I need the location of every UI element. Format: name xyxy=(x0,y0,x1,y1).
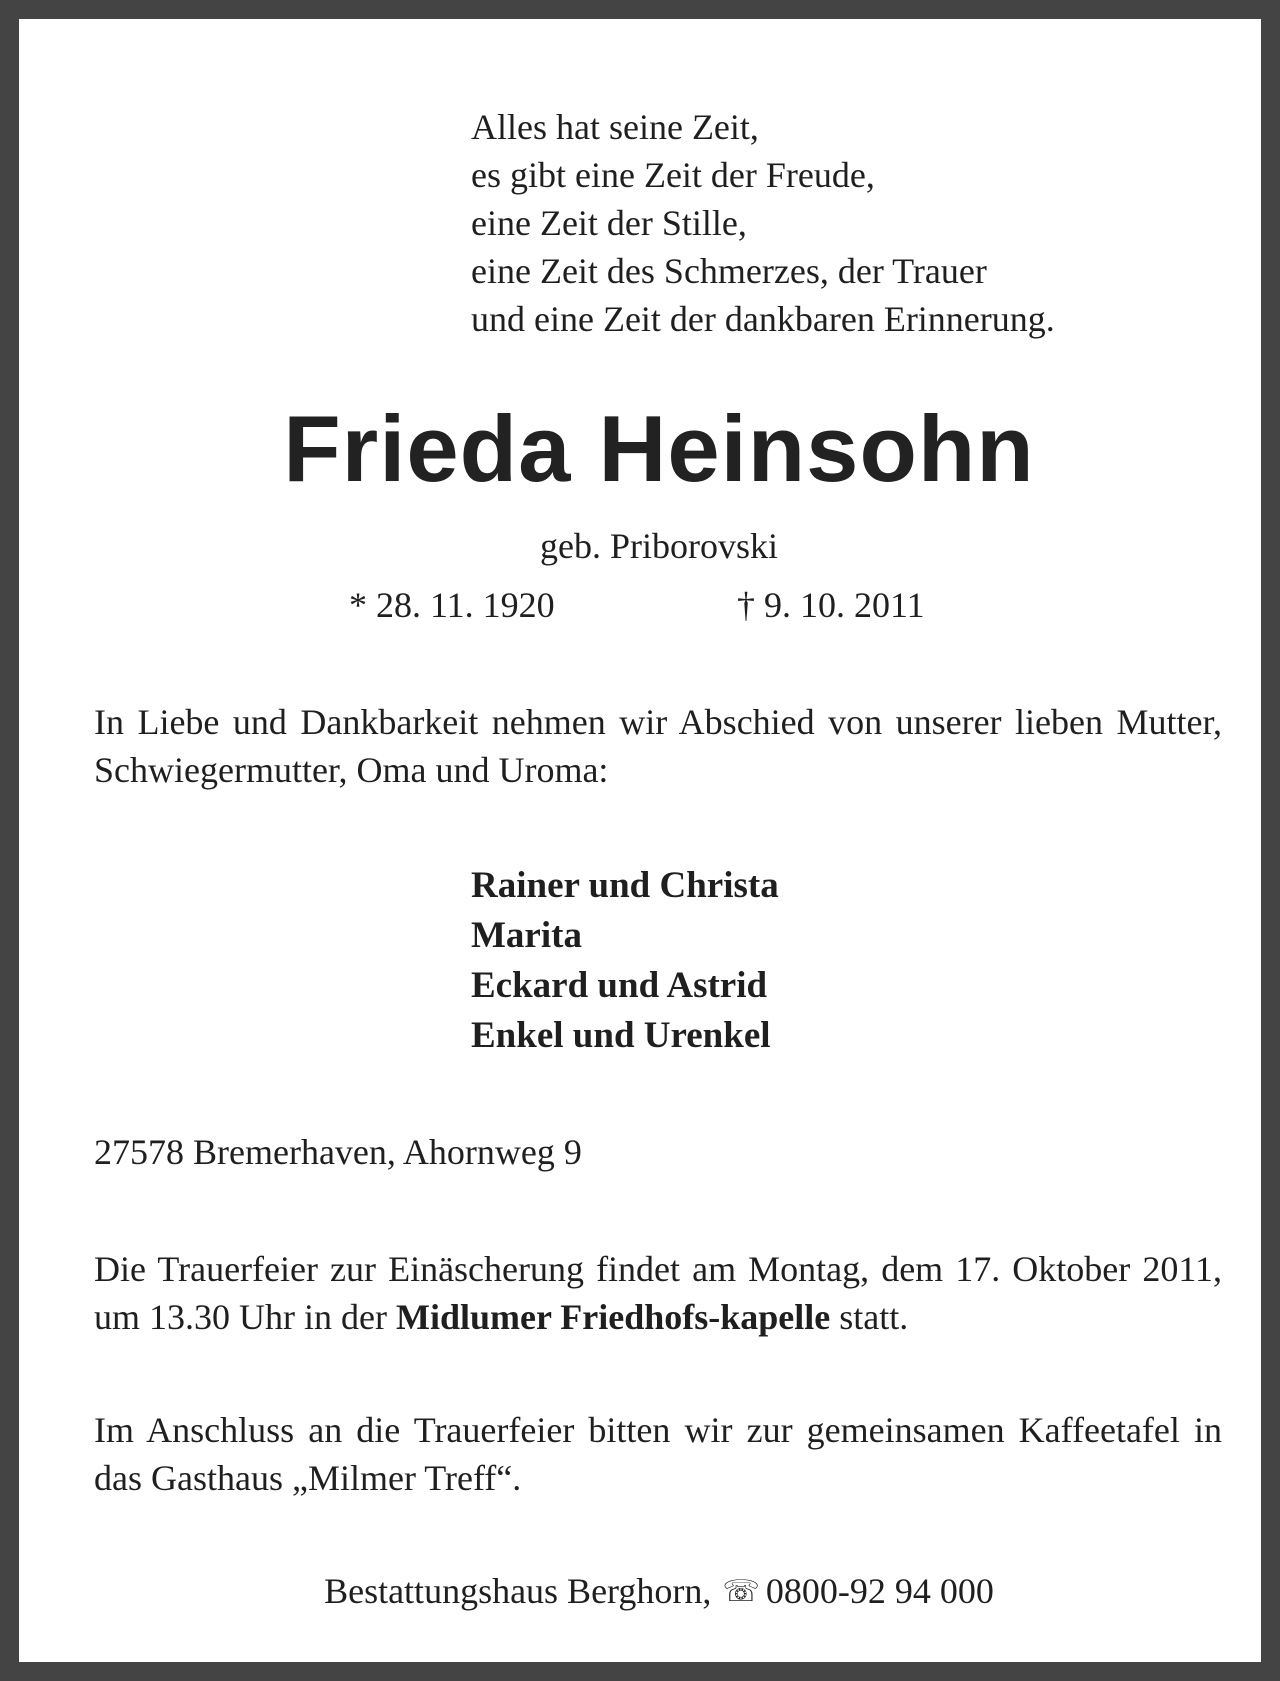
birth-date: * 28. 11. 1920 xyxy=(349,585,555,625)
poem-line: eine Zeit der Stille, xyxy=(471,203,747,243)
address: 27578 Bremerhaven, Ahornweg 9 xyxy=(94,1132,582,1172)
ceremony-text xyxy=(94,1245,1222,1341)
family-member: Marita xyxy=(471,915,582,956)
poem-line: es gibt eine Zeit der Freude, xyxy=(471,155,875,195)
death-date: † 9. 10. 2011 xyxy=(737,585,925,625)
family-list xyxy=(471,861,779,1061)
phone-number: 0800-92 94 000 xyxy=(765,1571,994,1611)
farewell-text: In Liebe und Dankbarkeit nehmen wir Abschied von unserer lieben Mutter, Schwiegermutter, Oma und Uroma: xyxy=(94,702,1222,790)
ceremony-text-before: Die Trauerfeier zur Einäscherung findet am Montag, dem 17. Oktober 2011, um 13.30 Uhr in der xyxy=(94,1249,1222,1337)
ceremony-location: Midlumer Friedhofs-kapelle xyxy=(395,1297,831,1337)
family-member: Enkel und Urenkel xyxy=(471,1015,771,1056)
family-member: Eckard und Astrid xyxy=(471,965,768,1006)
reception-text: Im Anschluss an die Trauerfeier bitten wir zur gemeinsamen Kaffeetafel in das Gasthaus „Milmer Treff“. xyxy=(94,1410,1222,1498)
poem-line: und eine Zeit der dankbaren Erinnerung. xyxy=(471,299,1055,339)
telephone-icon: ☏ xyxy=(722,1574,760,1609)
undertaker-name: Bestattungshaus Berghorn, xyxy=(324,1571,712,1611)
poem xyxy=(471,103,1055,343)
poem-line: eine Zeit des Schmerzes, der Trauer xyxy=(471,251,987,291)
poem-line: Alles hat seine Zeit, xyxy=(471,107,759,147)
ceremony-text-after: statt. xyxy=(830,1297,909,1337)
deceased-name: Frieda Heinsohn xyxy=(283,396,1035,501)
undertaker-footer xyxy=(19,1567,1280,1616)
family-member: Rainer und Christa xyxy=(471,865,779,906)
birth-name: geb. Priborovski xyxy=(540,526,778,566)
